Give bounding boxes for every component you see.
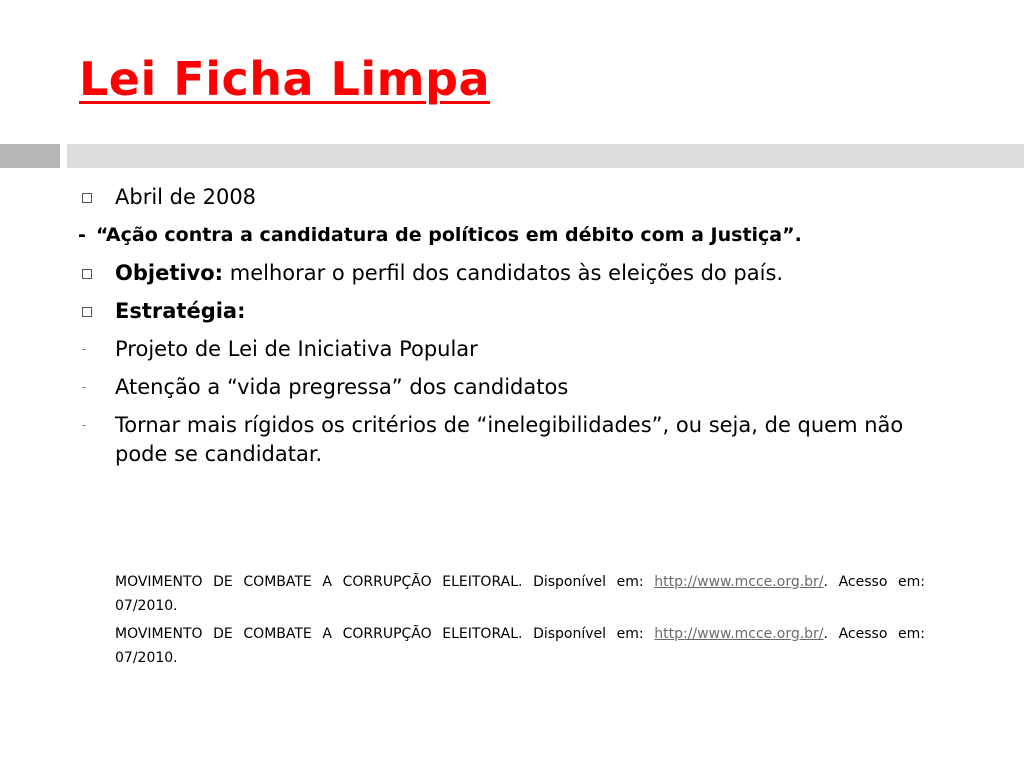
dash-marker: - <box>78 224 86 246</box>
sub-item-tornar <box>78 411 948 469</box>
bullet-text: Abril de 2008 <box>115 185 257 209</box>
reference-prefix: MOVIMENTO DE COMBATE A CORRUPÇÃO ELEITORAL. Disponível em: <box>115 626 655 642</box>
sub-item-atencao <box>78 373 948 402</box>
objetivo-text: melhorar o perfil dos candidatos às eleições do país. <box>223 261 784 285</box>
reference-item <box>115 570 925 618</box>
sub-item-text: Atenção a “vida pregressa” dos candidatos <box>115 375 569 399</box>
reference-link[interactable]: http://www.mcce.org.br/ <box>654 574 824 590</box>
bullet-item-date <box>78 183 948 212</box>
square-bullet-icon <box>82 269 92 279</box>
estrategia-label: Estratégia: <box>115 299 246 323</box>
dash-bullet-icon: - <box>82 342 87 356</box>
sub-item-projeto <box>78 335 948 364</box>
references <box>115 570 925 674</box>
reference-item <box>115 622 925 670</box>
square-bullet-icon <box>82 193 92 203</box>
bullet-item-estrategia <box>78 297 948 326</box>
decorative-bar-right <box>67 144 1024 168</box>
bullet-item-quote <box>78 221 948 250</box>
dash-bullet-icon: - <box>82 380 87 394</box>
square-bullet-icon <box>82 307 92 317</box>
reference-suffix: . Acesso em: 07/2010. <box>115 626 925 666</box>
sub-item-text: Tornar mais rígidos os critérios de “inelegibilidades”, ou seja, de quem não pode se candidatar. <box>115 413 904 466</box>
dash-bullet-icon: - <box>82 418 87 432</box>
sub-item-text: Projeto de Lei de Iniciativa Popular <box>115 337 478 361</box>
reference-link[interactable]: http://www.mcce.org.br/ <box>654 626 824 642</box>
objetivo-label: Objetivo: <box>115 261 224 285</box>
slide-content <box>78 183 948 479</box>
bullet-item-objetivo <box>78 259 948 288</box>
quote-text: “Ação contra a candidatura de políticos em débito com a Justiça”. <box>95 224 802 246</box>
reference-prefix: MOVIMENTO DE COMBATE A CORRUPÇÃO ELEITORAL. Disponível em: <box>115 574 655 590</box>
reference-suffix: . Acesso em: 07/2010. <box>115 574 925 614</box>
decorative-bar-left <box>0 144 60 168</box>
slide-title: Lei Ficha Limpa <box>79 52 491 106</box>
